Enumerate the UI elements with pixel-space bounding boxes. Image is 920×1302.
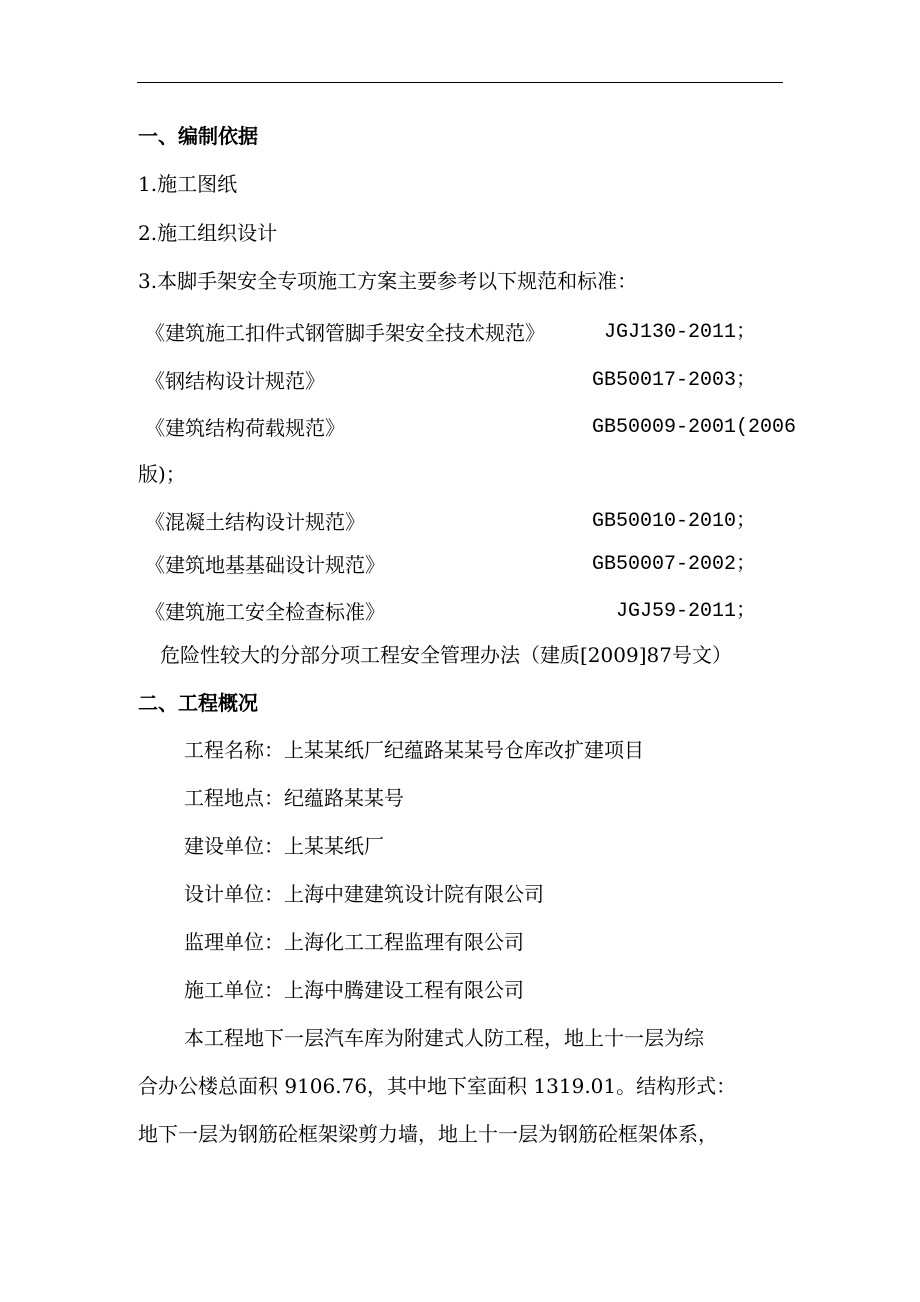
standard-code-4: GB50010-2010；: [592, 510, 757, 533]
standard-name-4: 《混凝土结构设计规范》: [145, 510, 365, 534]
standard-code-6: JGJ59-2011；: [616, 600, 757, 623]
standard-code-3: GB50009-2001(2006: [592, 416, 797, 439]
supervision-unit: 监理单位：上海化工工程监理有限公司: [184, 930, 524, 954]
basis-item-3: 3.本脚手架安全专项施工方案主要参考以下规范和标准：: [138, 269, 638, 293]
construction-unit: 施工单位：上海中腾建设工程有限公司: [184, 978, 524, 1002]
standard-name-5: 《建筑地基基础设计规范》: [145, 553, 385, 577]
regulation-line: 危险性较大的分部分项工程安全管理办法（建质[2009]87号文）: [160, 643, 732, 667]
design-unit: 设计单位：上海中建建筑设计院有限公司: [184, 882, 544, 906]
standard-name-6: 《建筑施工安全检查标准》: [145, 600, 385, 624]
project-location: 工程地点：纪蕴路某某号: [184, 786, 404, 810]
standard-code-5: GB50007-2002；: [592, 553, 757, 576]
header-rule: [137, 82, 783, 83]
standard-code-2: GB50017-2003；: [592, 369, 757, 392]
section-1-title: 一、编制依据: [138, 124, 258, 148]
overview-paragraph-line-1: 本工程地下一层汽车库为附建式人防工程，地上十一层为综: [184, 1026, 704, 1050]
basis-item-1: 1.施工图纸: [138, 172, 238, 196]
project-name: 工程名称：上某某纸厂纪蕴路某某号仓库改扩建项目: [184, 738, 644, 762]
standard-name-1: 《建筑施工扣件式钢管脚手架安全技术规范》: [145, 321, 545, 345]
standard-name-2: 《钢结构设计规范》: [145, 369, 325, 393]
basis-item-2: 2.施工组织设计: [138, 221, 278, 245]
standard-code-1: JGJ130-2011；: [604, 321, 757, 344]
overview-paragraph-line-3: 地下一层为钢筋砼框架梁剪力墙，地上十一层为钢筋砼框架体系，: [138, 1122, 718, 1146]
standard-name-3: 《建筑结构荷载规范》: [145, 416, 345, 440]
owner-unit: 建设单位：上某某纸厂: [184, 834, 384, 858]
section-2-title: 二、工程概况: [138, 691, 258, 715]
overview-paragraph-line-2: 合办公楼总面积 9106.76，其中地下室面积 1319.01。结构形式：: [138, 1074, 737, 1098]
standard-name-3-continued: 版)；: [138, 462, 186, 486]
